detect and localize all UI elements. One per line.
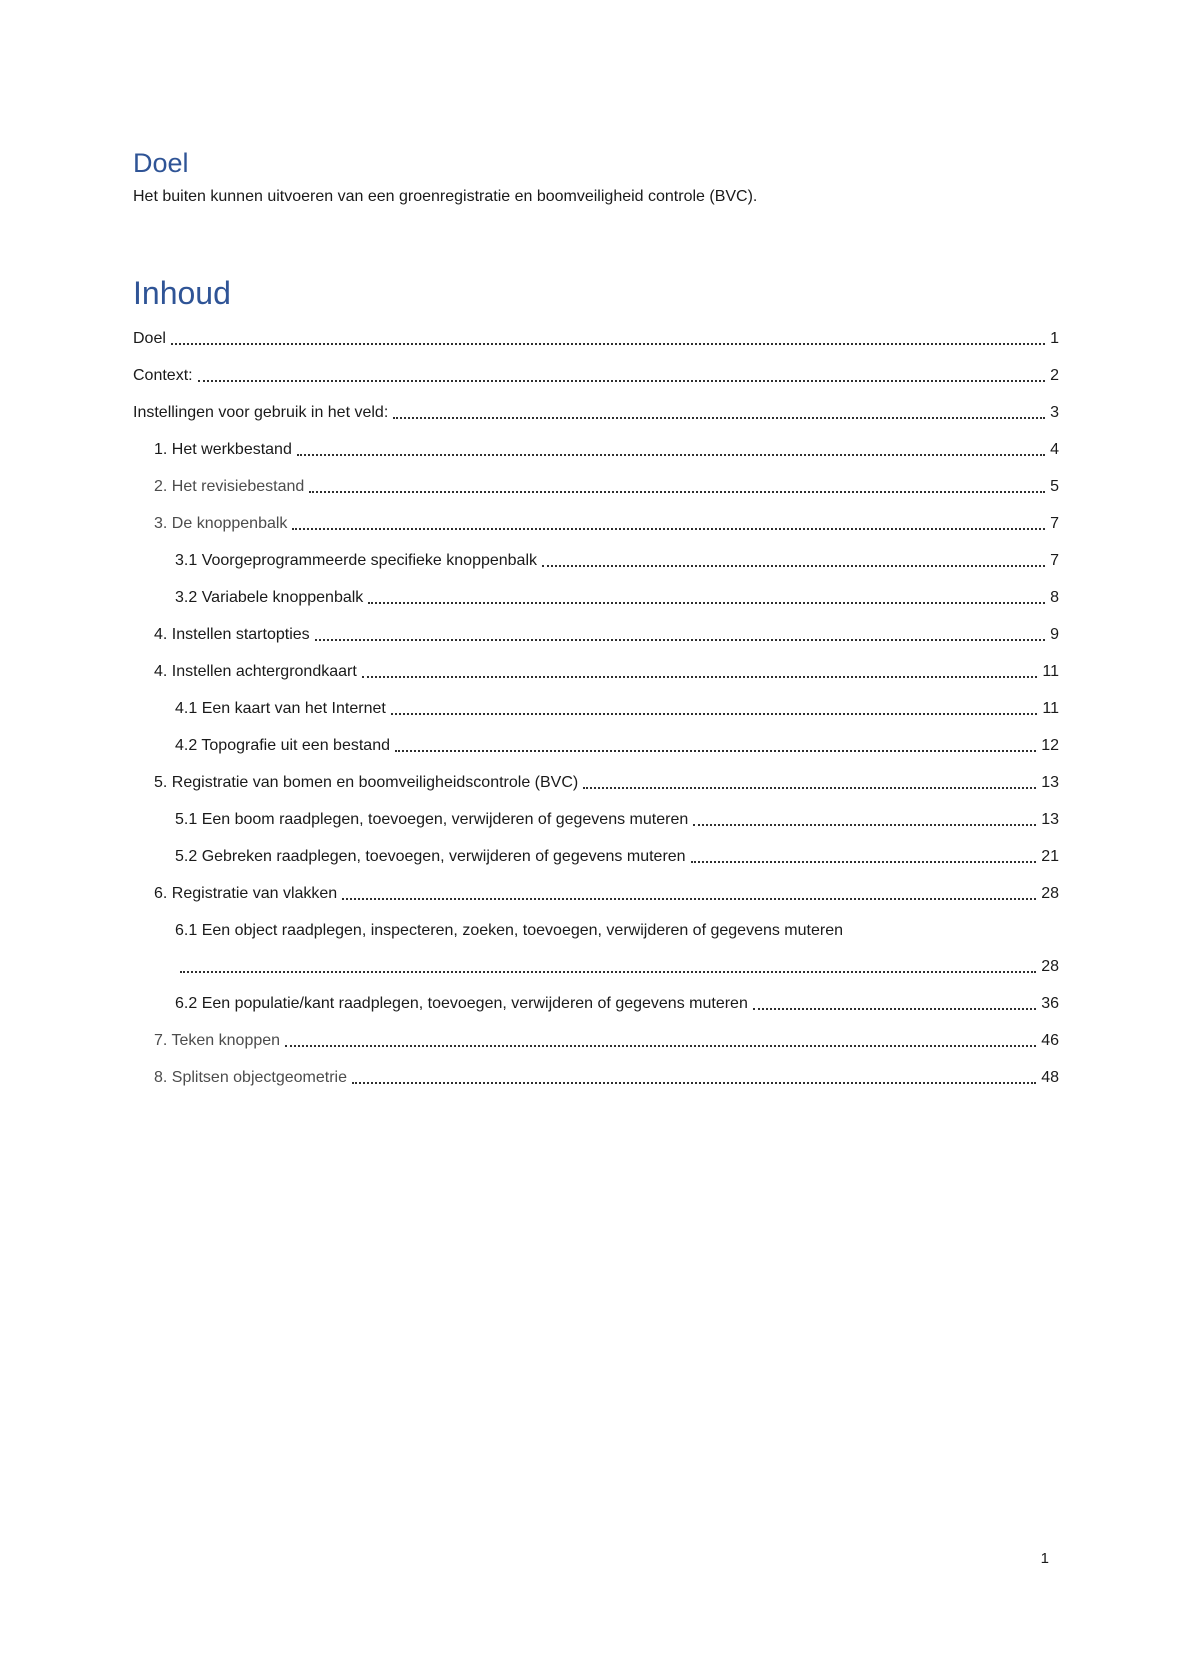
toc-page-number: 48 xyxy=(1041,1069,1059,1086)
toc-page-number: 1 xyxy=(1050,330,1059,347)
toc-entry[interactable] xyxy=(133,403,1059,422)
toc-page-number: 21 xyxy=(1041,848,1059,865)
toc-entry[interactable] xyxy=(133,551,1059,570)
toc-page-number: 13 xyxy=(1041,774,1059,791)
toc-page-number: 46 xyxy=(1041,1032,1059,1049)
toc-page-number: 13 xyxy=(1041,811,1059,828)
toc-entry-label: 4. Instellen startopties xyxy=(154,626,310,643)
toc-page-number: 7 xyxy=(1050,515,1059,532)
toc-entry[interactable] xyxy=(133,810,1059,829)
toc-page-number: 11 xyxy=(1042,700,1059,717)
toc-page-number: 4 xyxy=(1050,441,1059,458)
toc-entry-label: 4.1 Een kaart van het Internet xyxy=(175,700,386,717)
toc-entry[interactable] xyxy=(133,699,1059,718)
toc-dot-leader xyxy=(292,528,1045,530)
toc-entry[interactable] xyxy=(133,477,1059,496)
toc-dot-leader xyxy=(393,417,1045,419)
toc-entry[interactable] xyxy=(133,588,1059,607)
toc-dot-leader xyxy=(753,1008,1036,1010)
toc-entry[interactable] xyxy=(133,366,1059,385)
toc-entry[interactable] xyxy=(133,884,1059,903)
toc-entry-label: 3. De knoppenbalk xyxy=(154,515,288,532)
toc-page-number: 28 xyxy=(1041,958,1059,975)
toc-entry[interactable] xyxy=(133,625,1059,644)
toc-entry-label: 1. Het werkbestand xyxy=(154,441,292,458)
inhoud-heading: Inhoud xyxy=(133,275,231,311)
toc-page-number: 2 xyxy=(1050,367,1059,384)
toc-entry-label: 3.2 Variabele knoppenbalk xyxy=(175,589,364,606)
toc-page-number: 12 xyxy=(1041,737,1059,754)
toc-dot-leader xyxy=(395,750,1036,752)
toc-dot-leader xyxy=(691,861,1037,863)
toc-page-number: 5 xyxy=(1050,478,1059,495)
toc-entry[interactable] xyxy=(133,736,1059,755)
toc-entry[interactable] xyxy=(133,440,1059,459)
toc-entry-label: 5. Registratie van bomen en boomveiligheidscontrole (BVC) xyxy=(154,774,579,791)
toc-entry-label: 5.1 Een boom raadplegen, toevoegen, verwijderen of gegevens muteren xyxy=(175,811,689,828)
toc-page-number: 7 xyxy=(1050,552,1059,569)
toc-dot-leader xyxy=(342,898,1036,900)
toc-dot-leader xyxy=(285,1045,1036,1047)
toc-dot-leader xyxy=(583,787,1036,789)
toc-entry[interactable] xyxy=(133,773,1059,792)
toc-entry-label: 7. Teken knoppen xyxy=(154,1032,281,1049)
toc-entry-label: 6. Registratie van vlakken xyxy=(154,885,338,902)
toc-page-number: 28 xyxy=(1041,885,1059,902)
toc-dot-leader xyxy=(693,824,1036,826)
toc-entry[interactable] xyxy=(133,847,1059,866)
toc-dot-leader xyxy=(352,1082,1036,1084)
doel-body-text: Het buiten kunnen uitvoeren van een groenregistratie en boomveiligheid controle (BVC). xyxy=(133,188,758,205)
toc-dot-leader xyxy=(171,343,1045,345)
toc-entry-label: 6.1 Een object raadplegen, inspecteren, zoeken, toevoegen, verwijderen of gegevens muteren xyxy=(175,922,843,939)
toc-entry[interactable] xyxy=(133,329,1059,348)
toc-entry[interactable] xyxy=(133,1031,1059,1050)
toc-entry-label: Instellingen voor gebruik in het veld: xyxy=(133,404,389,421)
toc-entry[interactable] xyxy=(133,662,1059,681)
toc-page-number: 8 xyxy=(1050,589,1059,606)
doel-heading: Doel xyxy=(133,148,189,178)
toc-entry[interactable] xyxy=(133,921,1059,976)
toc-page-number: 11 xyxy=(1042,663,1059,680)
toc-dot-leader xyxy=(368,602,1045,604)
toc-entry[interactable] xyxy=(133,994,1059,1013)
toc-entry-label: 5.2 Gebreken raadplegen, toevoegen, verwijderen of gegevens muteren xyxy=(175,848,686,865)
toc-dot-leader xyxy=(198,380,1046,382)
toc-dot-leader xyxy=(391,713,1038,715)
toc-dot-leader xyxy=(297,454,1045,456)
toc-entry-label: 4. Instellen achtergrondkaart xyxy=(154,663,357,680)
toc-entry-label: 4.2 Topografie uit een bestand xyxy=(175,737,390,754)
toc-dot-leader xyxy=(362,676,1038,678)
toc-page-number: 3 xyxy=(1050,404,1059,421)
toc-entry-label: 6.2 Een populatie/kant raadplegen, toevoegen, verwijderen of gegevens muteren xyxy=(175,995,748,1012)
toc-dot-leader xyxy=(180,971,1036,973)
footer-page-number: 1 xyxy=(1040,1550,1049,1567)
toc-dot-leader xyxy=(315,639,1045,641)
toc-page-number: 36 xyxy=(1041,995,1059,1012)
toc-dot-leader xyxy=(309,491,1045,493)
toc-entry-label: 3.1 Voorgeprogrammeerde specifieke knoppenbalk xyxy=(175,552,538,569)
toc-entry-label: Context: xyxy=(133,367,193,384)
toc-entry[interactable] xyxy=(133,1068,1059,1087)
toc-page-number: 9 xyxy=(1050,626,1059,643)
toc-entry-label: 8. Splitsen objectgeometrie xyxy=(154,1069,347,1086)
toc-entry[interactable] xyxy=(133,514,1059,533)
toc-entry-label: Doel xyxy=(133,330,166,347)
toc-dot-leader xyxy=(542,565,1045,567)
toc-entry-label: 2. Het revisiebestand xyxy=(154,478,305,495)
table-of-contents xyxy=(133,329,1059,1087)
